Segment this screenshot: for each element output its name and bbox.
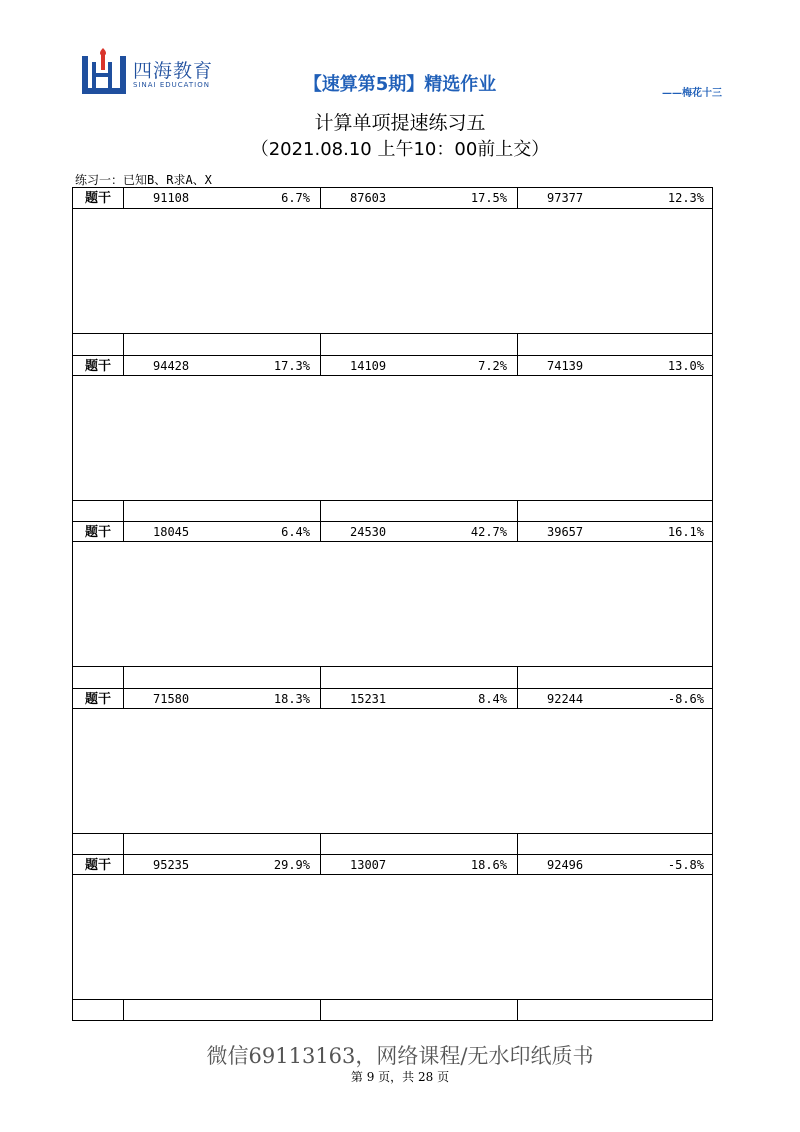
series-title: 【速算第5期】精选作业 xyxy=(303,74,497,95)
given-value: 92496 xyxy=(547,858,584,873)
worksheet-table xyxy=(72,187,713,1021)
given-rate: -8.6% xyxy=(667,691,704,706)
row-label: 题干 xyxy=(84,358,111,374)
problem-block xyxy=(73,188,712,355)
given-value: 18045 xyxy=(153,525,190,540)
given-rate: 18.6% xyxy=(470,858,507,873)
answer-row[interactable] xyxy=(73,834,712,855)
answer-row[interactable] xyxy=(73,334,712,355)
watermark-text: 微信69113163，网络课程/无水印纸质书 xyxy=(206,1044,594,1068)
problem-row xyxy=(73,521,712,542)
given-rate: 17.3% xyxy=(273,358,310,373)
problem-block xyxy=(73,355,712,522)
given-value: 97377 xyxy=(547,191,584,205)
given-value: 95235 xyxy=(153,858,190,873)
row-label: 题干 xyxy=(84,525,111,541)
given-rate: 6.4% xyxy=(281,525,310,540)
given-rate: 6.7% xyxy=(281,191,310,205)
given-value: 15231 xyxy=(350,691,387,706)
answer-area[interactable] xyxy=(73,875,712,1000)
problem-row xyxy=(73,854,712,875)
given-value: 92244 xyxy=(547,691,584,706)
problem-row xyxy=(73,355,712,376)
answer-area[interactable] xyxy=(73,376,712,501)
row-label: 题干 xyxy=(84,691,111,707)
logo-text-cn: 四海教育 xyxy=(133,60,214,82)
answer-row[interactable] xyxy=(73,1000,712,1021)
page-number: 第 9 页，共 28 页 xyxy=(350,1070,450,1084)
given-rate: 17.5% xyxy=(470,191,507,205)
given-value: 74139 xyxy=(547,358,584,373)
given-rate: -5.8% xyxy=(667,858,704,873)
row-label: 题干 xyxy=(84,858,111,874)
given-rate: 29.9% xyxy=(273,858,310,873)
given-value: 94428 xyxy=(153,358,190,373)
given-value: 14109 xyxy=(350,358,387,373)
exercise-label: 练习一：已知B、R求A、X xyxy=(75,173,212,187)
given-rate: 16.1% xyxy=(667,525,704,540)
answer-row[interactable] xyxy=(73,667,712,688)
given-rate: 42.7% xyxy=(470,525,507,540)
given-value: 39657 xyxy=(547,525,584,540)
given-rate: 13.0% xyxy=(667,358,704,373)
problem-row xyxy=(73,188,712,209)
logo-text-en: SINAI EDUCATION xyxy=(133,81,210,89)
answer-row[interactable] xyxy=(73,501,712,522)
given-rate: 18.3% xyxy=(273,691,310,706)
problem-row xyxy=(73,688,712,709)
answer-area[interactable] xyxy=(73,709,712,834)
given-value: 71580 xyxy=(153,691,190,706)
given-value: 13007 xyxy=(350,858,387,873)
given-value: 24530 xyxy=(350,525,387,540)
page-subtitle: （2021.08.10 上午10：00前上交） xyxy=(250,139,550,160)
given-rate: 7.2% xyxy=(478,358,507,373)
page-title: 计算单项提速练习五 xyxy=(314,112,486,134)
author-signature: ——梅花十三 xyxy=(662,88,722,99)
answer-area[interactable] xyxy=(73,209,712,334)
problem-block xyxy=(73,688,712,855)
given-rate: 8.4% xyxy=(478,691,507,706)
answer-area[interactable] xyxy=(73,542,712,667)
given-rate: 12.3% xyxy=(667,191,704,205)
given-value: 87603 xyxy=(350,191,387,205)
problem-block xyxy=(73,521,712,688)
row-label: 题干 xyxy=(84,191,111,206)
problem-block xyxy=(73,854,712,1021)
given-value: 91108 xyxy=(153,191,190,205)
